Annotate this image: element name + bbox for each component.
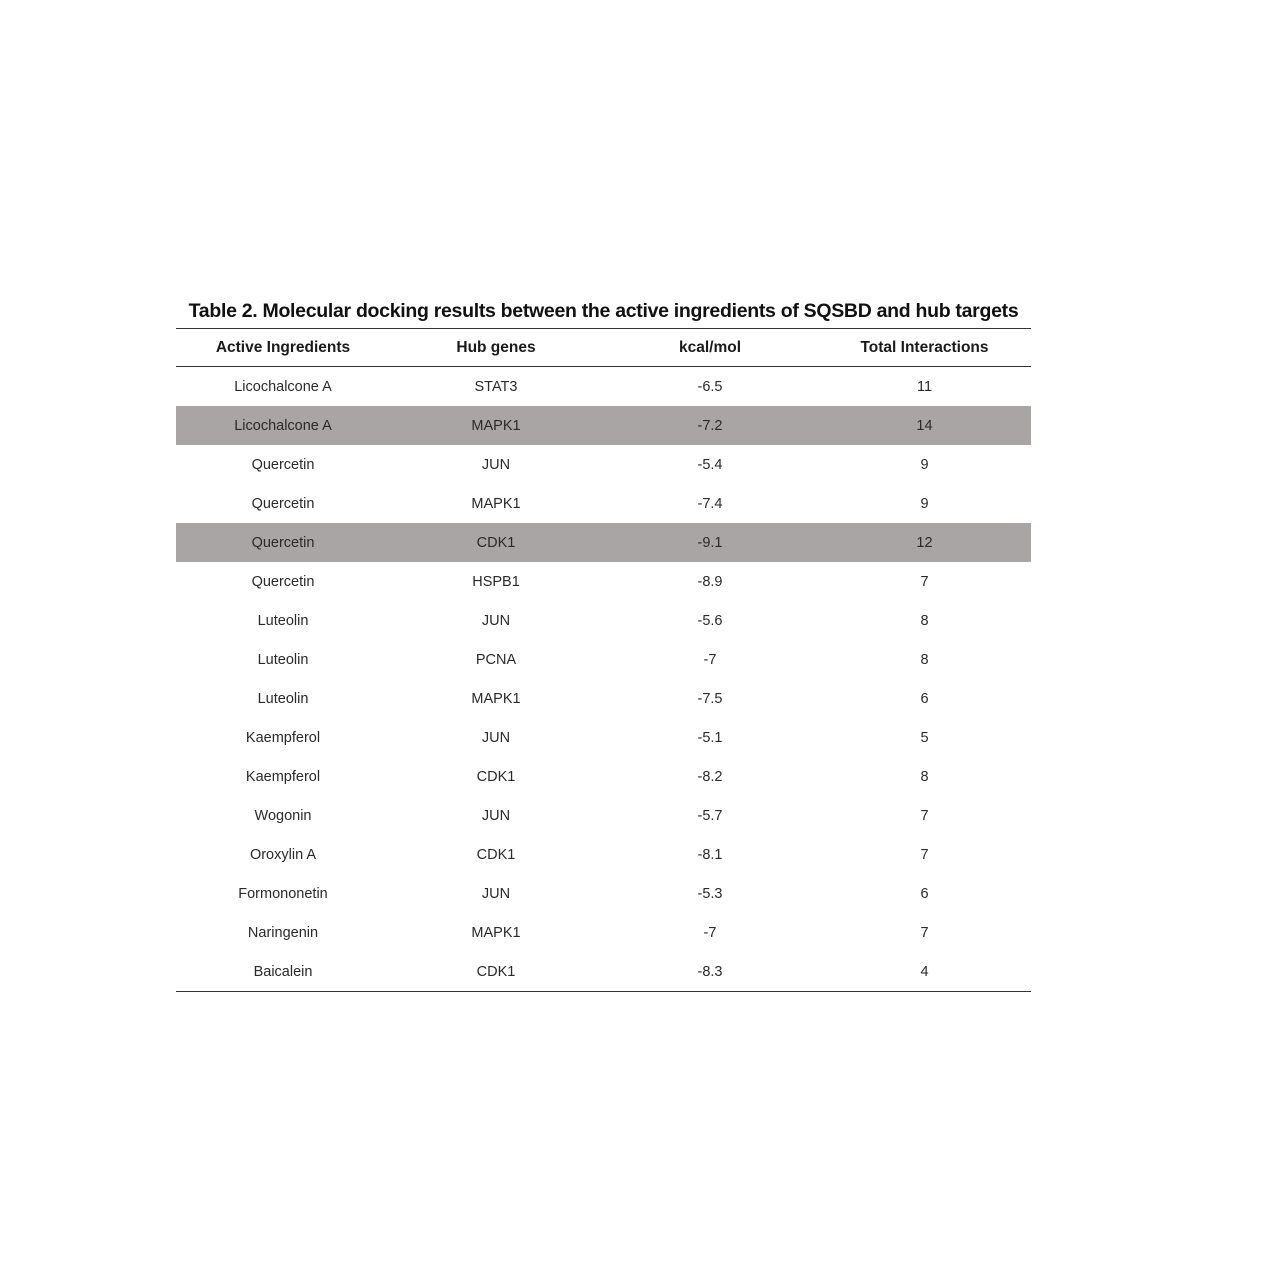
cell-total-interactions: 7 bbox=[920, 807, 929, 824]
cell-active-ingredient: Luteolin bbox=[257, 651, 309, 668]
cell-kcal-mol: -5.4 bbox=[697, 456, 723, 473]
cell-active-ingredient: Licochalcone A bbox=[176, 406, 390, 445]
table-row bbox=[176, 835, 1031, 874]
header-kcal-mol: kcal/mol bbox=[602, 329, 818, 367]
table-row bbox=[176, 757, 1031, 796]
cell-hub-gene: JUN bbox=[481, 456, 511, 473]
cell-hub-gene: CDK1 bbox=[390, 523, 602, 562]
cell-active-ingredient: Licochalcone A bbox=[234, 378, 332, 395]
table-row bbox=[176, 796, 1031, 835]
table-row bbox=[176, 679, 1031, 718]
table-header-row bbox=[176, 329, 1031, 367]
cell-active-ingredient: Wogonin bbox=[254, 807, 312, 824]
cell-total-interactions: 8 bbox=[920, 612, 929, 629]
table-row bbox=[176, 445, 1031, 484]
cell-kcal-mol: -7.5 bbox=[697, 690, 723, 707]
cell-active-ingredient: Formononetin bbox=[238, 885, 328, 902]
cell-hub-gene: MAPK1 bbox=[471, 924, 521, 941]
cell-kcal-mol: -8.1 bbox=[697, 846, 723, 863]
cell-kcal-mol: -7 bbox=[703, 651, 717, 668]
cell-kcal-mol: -9.1 bbox=[602, 523, 818, 562]
cell-active-ingredient: Kaempferol bbox=[245, 768, 321, 785]
table-row bbox=[176, 484, 1031, 523]
cell-kcal-mol: -7.2 bbox=[602, 406, 818, 445]
cell-total-interactions: 12 bbox=[818, 523, 1031, 562]
cell-active-ingredient: Luteolin bbox=[257, 690, 309, 707]
cell-hub-gene: CDK1 bbox=[476, 768, 516, 785]
cell-hub-gene: STAT3 bbox=[474, 378, 518, 395]
cell-total-interactions: 5 bbox=[920, 729, 929, 746]
cell-active-ingredient: Luteolin bbox=[257, 612, 309, 629]
cell-active-ingredient: Kaempferol bbox=[245, 729, 321, 746]
table-row bbox=[176, 718, 1031, 757]
cell-total-interactions: 7 bbox=[920, 573, 929, 590]
cell-kcal-mol: -5.3 bbox=[697, 885, 723, 902]
cell-total-interactions: 8 bbox=[920, 651, 929, 668]
cell-hub-gene: MAPK1 bbox=[390, 406, 602, 445]
table-body bbox=[176, 367, 1031, 992]
cell-hub-gene: JUN bbox=[481, 807, 511, 824]
docking-results-table-container bbox=[176, 296, 1031, 992]
table-title: Table 2. Molecular docking results between the active ingredients of SQSBD and hub targets bbox=[176, 296, 1031, 329]
table-row bbox=[176, 562, 1031, 601]
cell-total-interactions: 6 bbox=[920, 885, 929, 902]
cell-active-ingredient: Quercetin bbox=[251, 573, 315, 590]
table-row bbox=[176, 523, 1031, 562]
cell-active-ingredient: Quercetin bbox=[176, 523, 390, 562]
cell-active-ingredient: Naringenin bbox=[247, 924, 319, 941]
cell-hub-gene: MAPK1 bbox=[471, 690, 521, 707]
table-row bbox=[176, 913, 1031, 952]
cell-total-interactions: 7 bbox=[920, 846, 929, 863]
cell-hub-gene: CDK1 bbox=[476, 846, 516, 863]
cell-hub-gene: JUN bbox=[481, 729, 511, 746]
table-row bbox=[176, 367, 1031, 407]
docking-results-table bbox=[176, 329, 1031, 992]
cell-active-ingredient: Baicalein bbox=[176, 952, 390, 992]
table-row bbox=[176, 874, 1031, 913]
table-row bbox=[176, 640, 1031, 679]
cell-hub-gene: PCNA bbox=[475, 651, 517, 668]
header-active-ingredients: Active Ingredients bbox=[176, 329, 390, 367]
cell-active-ingredient: Oroxylin A bbox=[249, 846, 317, 863]
cell-kcal-mol: -5.6 bbox=[697, 612, 723, 629]
cell-hub-gene: HSPB1 bbox=[472, 573, 520, 590]
cell-total-interactions: 9 bbox=[920, 495, 929, 512]
cell-kcal-mol: -7.4 bbox=[697, 495, 723, 512]
cell-active-ingredient: Quercetin bbox=[251, 456, 315, 473]
cell-kcal-mol: -5.1 bbox=[697, 729, 723, 746]
table-row bbox=[176, 406, 1031, 445]
cell-hub-gene: MAPK1 bbox=[471, 495, 521, 512]
cell-total-interactions: 14 bbox=[818, 406, 1031, 445]
header-total-interactions: Total Interactions bbox=[818, 329, 1031, 367]
cell-total-interactions: 8 bbox=[920, 768, 929, 785]
cell-total-interactions: 11 bbox=[916, 378, 933, 395]
cell-total-interactions: 9 bbox=[920, 456, 929, 473]
cell-kcal-mol: -8.9 bbox=[697, 573, 723, 590]
cell-kcal-mol: -8.2 bbox=[697, 768, 723, 785]
cell-total-interactions: 4 bbox=[818, 952, 1031, 992]
cell-kcal-mol: -6.5 bbox=[697, 378, 723, 395]
cell-total-interactions: 7 bbox=[920, 924, 929, 941]
cell-hub-gene: JUN bbox=[481, 885, 511, 902]
cell-hub-gene: CDK1 bbox=[390, 952, 602, 992]
table-row bbox=[176, 601, 1031, 640]
cell-kcal-mol: -7 bbox=[703, 924, 717, 941]
cell-kcal-mol: -8.3 bbox=[602, 952, 818, 992]
cell-active-ingredient: Quercetin bbox=[251, 495, 315, 512]
cell-kcal-mol: -5.7 bbox=[697, 807, 723, 824]
cell-hub-gene: JUN bbox=[481, 612, 511, 629]
cell-total-interactions: 6 bbox=[920, 690, 929, 707]
header-hub-genes: Hub genes bbox=[390, 329, 602, 367]
table-row bbox=[176, 952, 1031, 992]
